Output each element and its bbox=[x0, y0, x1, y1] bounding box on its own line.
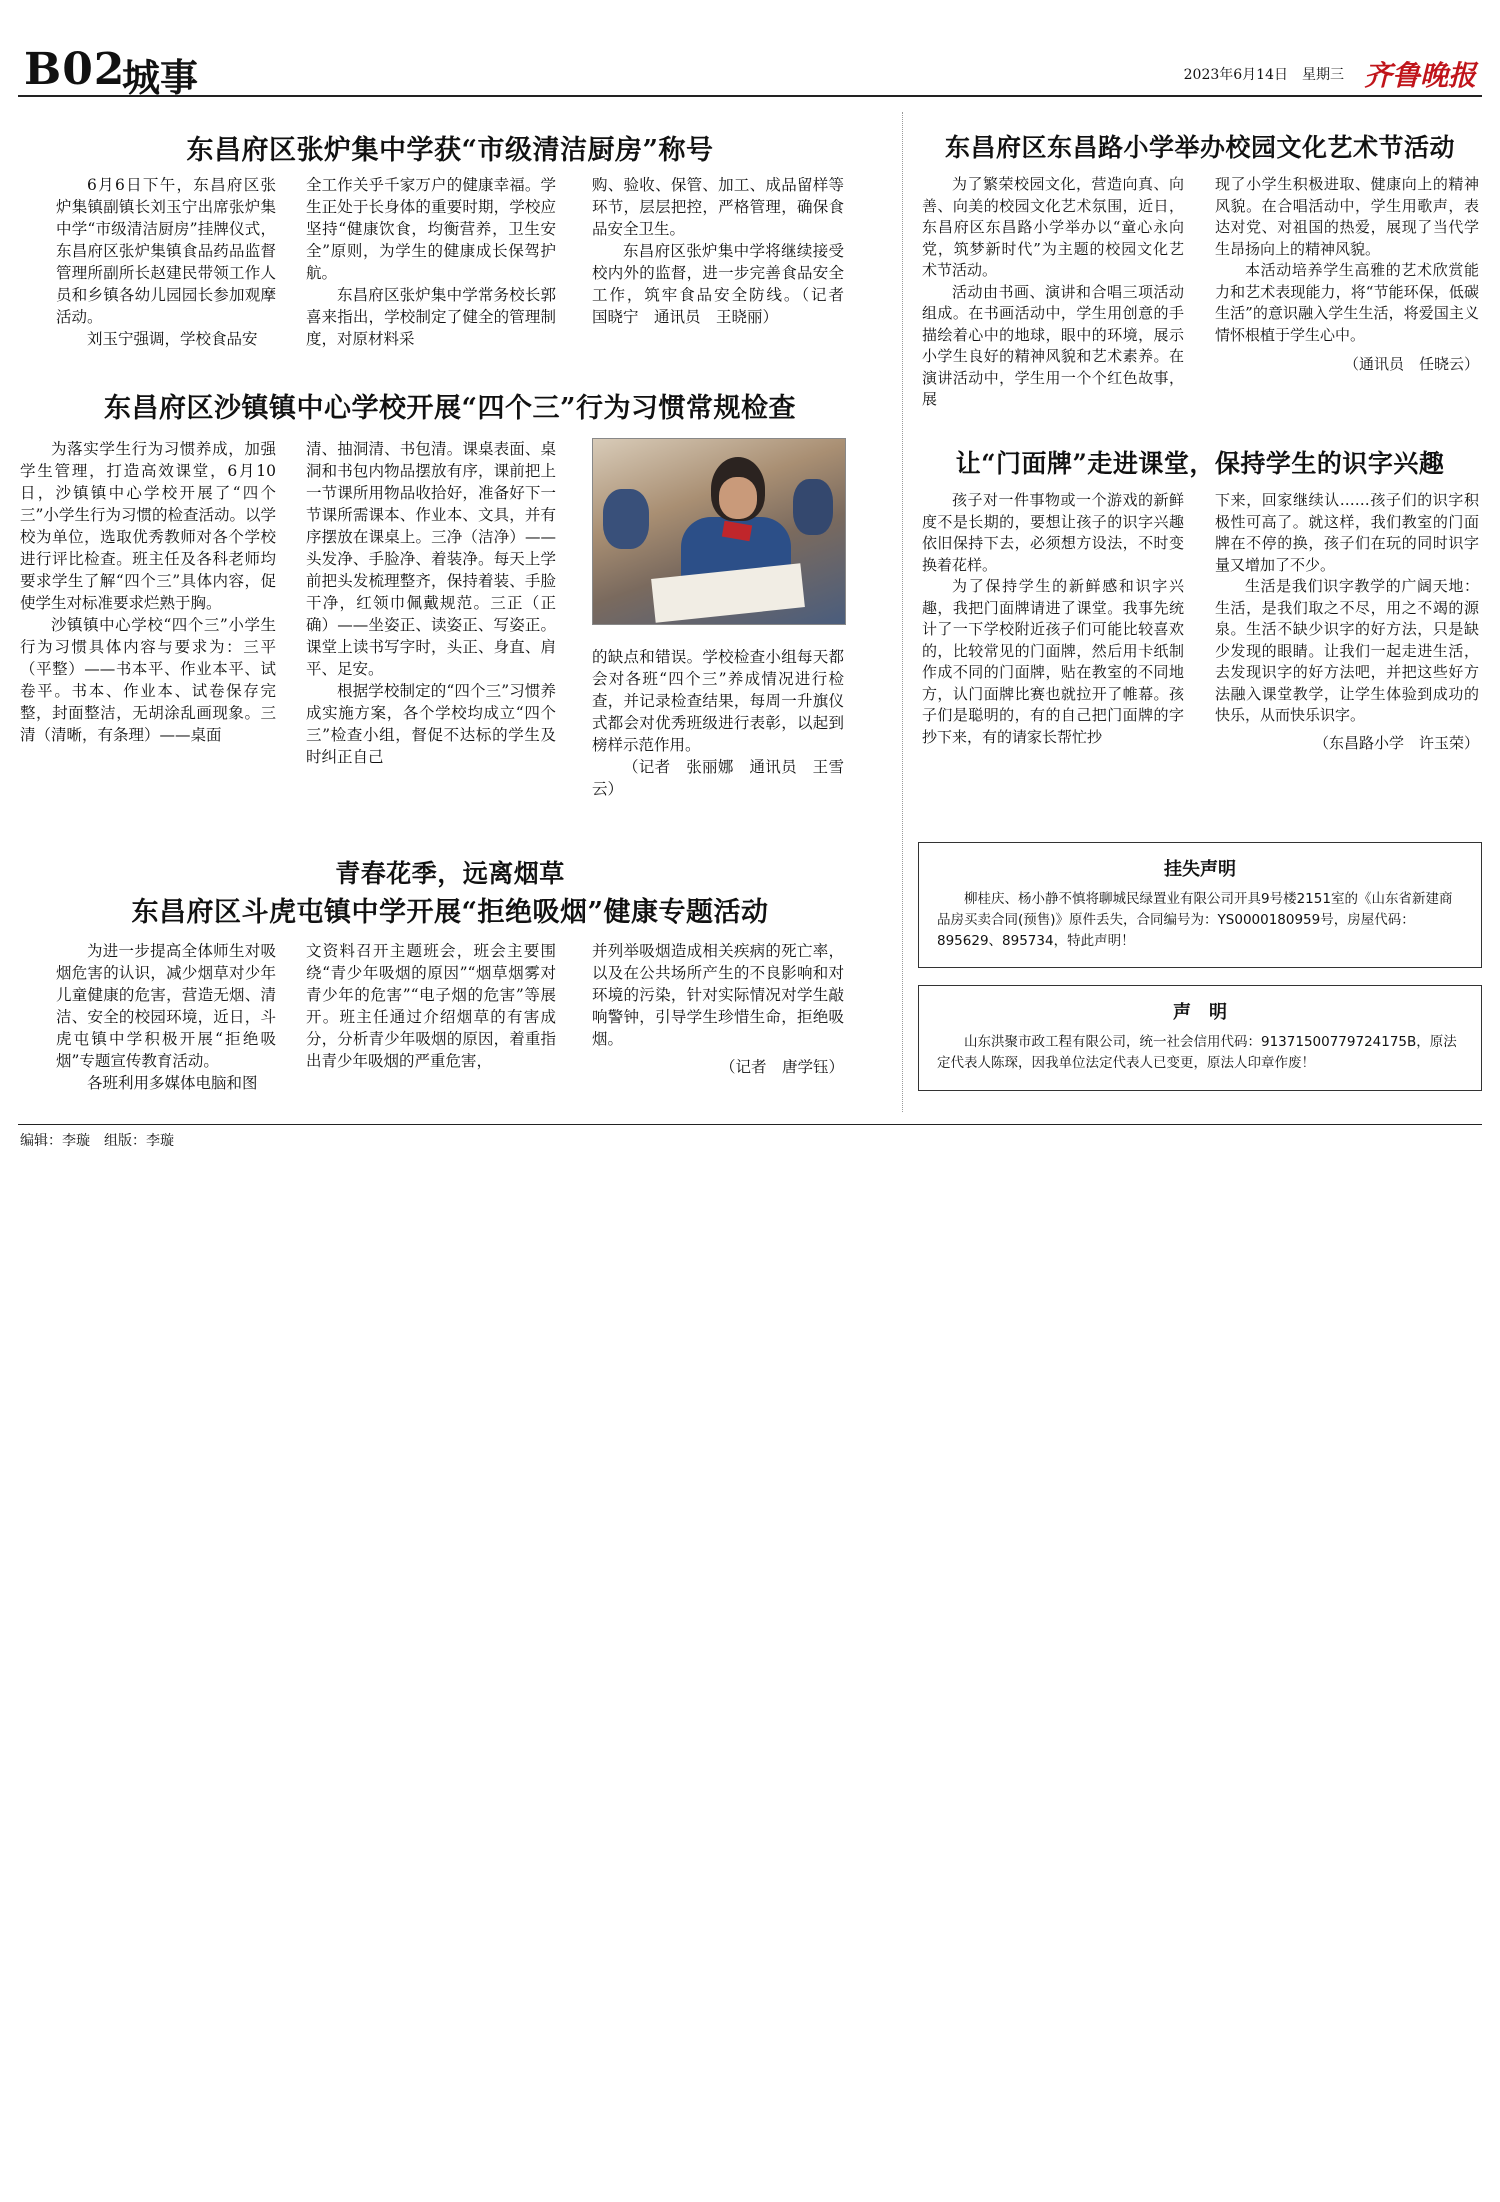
article-habits-col1 bbox=[20, 438, 276, 746]
notice-title: 声 明 bbox=[1173, 1002, 1227, 1023]
issue-weekday: 星期三 bbox=[1301, 67, 1344, 83]
paragraph: 购、验收、保管、加工、成品留样等环节，层层把控，严格管理，确保食品安全卫生。 bbox=[592, 176, 844, 238]
article-smoking-col2 bbox=[306, 940, 556, 1072]
statement-notice-box bbox=[918, 985, 1482, 1091]
article-literacy-col1 bbox=[922, 490, 1184, 748]
article-literacy-col2 bbox=[1215, 490, 1479, 754]
masthead-info bbox=[1184, 54, 1476, 94]
paragraph: 为进一步提高全体师生对吸烟危害的认识，减少烟草对少年儿童健康的危害，营造无烟、清洁、安全的校园环境，近日，斗虎屯镇中学积极开展“拒绝吸烟”专题宣传教育活动。 bbox=[56, 942, 276, 1070]
classroom-photo bbox=[592, 438, 846, 625]
paragraph: 活动由书画、演讲和合唱三项活动组成。在书画活动中，学生用创意的手描绘着心中的地球，眼中的环境，展示小学生良好的精神风貌和艺术素养。在演讲活动中，学生用一个个红色故事，展 bbox=[922, 282, 1184, 408]
article-smoking-col1 bbox=[56, 940, 276, 1094]
paragraph: 各班利用多媒体电脑和图 bbox=[87, 1074, 258, 1092]
notice-text: 山东洪聚市政工程有限公司，统一社会信用代码：91371500779724175B，原法定代表人陈琛，因我单位法定代表人已变更，原法人印章作废！ bbox=[937, 1034, 1457, 1071]
footer-rule bbox=[18, 1124, 1482, 1125]
paragraph: 孩子对一件事物或一个游戏的新鲜度不是长期的，要想让孩子的识字兴趣依旧保持下去，必须想方设法，不时变换着花样。 bbox=[922, 491, 1184, 574]
article-title-kitchen: 东昌府区张炉集中学获“市级清洁厨房”称号 bbox=[186, 135, 714, 166]
paragraph: 为了保持学生的新鲜感和识字兴趣，我把门面牌请进了课堂。我事先统计了一下学校附近孩子们可能比较喜欢的，比较常见的门面牌，然后用卡纸制作成不同的门面牌，贴在教室的不同地方，认门面牌比赛也就拉开了帷幕。孩子们是聪明的，有的自己把门面牌的字抄下来，有的请家长帮忙抄 bbox=[922, 577, 1184, 746]
paragraph: 刘玉宁强调，学校食品安 bbox=[87, 330, 258, 348]
article-habits-col2 bbox=[306, 438, 556, 768]
notice-title: 挂失声明 bbox=[1164, 859, 1236, 880]
article-kitchen-col3 bbox=[592, 174, 860, 328]
header-rule bbox=[18, 95, 1482, 97]
paragraph: 根据学校制定的“四个三”习惯养成实施方案，各个学校均成立“四个三”检查小组，督促不达标的学生及时纠正自己 bbox=[306, 682, 556, 766]
section-title: 城事 bbox=[122, 55, 199, 100]
paragraph: 生活是我们识字教学的广阔天地：生活，是我们取之不尽，用之不竭的源泉。生活不缺少识字的好方法，只是缺少发现的眼睛。让我们一起走进生活，去发现识字的好方法吧，并把这些好方法融入课堂教学，让学生体验到成功的快乐，从而快乐识字。 bbox=[1215, 577, 1479, 724]
paragraph: 并列举吸烟造成相关疾病的死亡率，以及在公共场所产生的不良影响和对环境的污染，针对实际情况对学生敲响警钟，引导学生珍惜生命，拒绝吸烟。 bbox=[592, 942, 844, 1048]
article-subtitle-smoking: 青春花季，远离烟草 bbox=[335, 859, 565, 888]
byline: （记者 唐学钰） bbox=[719, 1058, 844, 1076]
paragraph: 现了小学生积极进取、健康向上的精神风貌。在合唱活动中，学生用歌声，表达对党、对祖国的热爱，展现了当代学生昂扬向上的精神风貌。 bbox=[1215, 175, 1479, 258]
article-title-smoking: 东昌府区斗虎屯镇中学开展“拒绝吸烟”健康专题活动 bbox=[131, 897, 769, 928]
paragraph: 全工作关乎千家万户的健康幸福。学生正处于长身体的重要时期，学校应坚持“健康饮食，均衡营养，卫生安全”原则，为学生的健康成长保驾护航。 bbox=[306, 176, 556, 282]
paragraph: 清、抽洞清、书包清。课桌表面、桌洞和书包内物品摆放有序，课前把上一节课所用物品收拾好，准备好下一节课所需课本、作业本、文具，并有序摆放在课桌上。三净（洁净）——头发净、手脸净、着装净。每天上学前把头发梳理整齐，保持着装、手脸干净，红领巾佩戴规范。三正（正确）——坐姿正、读姿正、写姿正。课堂上读书写字时，头正、身直、肩平、足安。 bbox=[306, 440, 556, 678]
article-arts-col1 bbox=[922, 174, 1184, 411]
article-title-arts: 东昌府区东昌路小学举办校园文化艺术节活动 bbox=[944, 133, 1455, 162]
article-kitchen-col1 bbox=[56, 174, 276, 350]
byline: （通讯员 任晓云） bbox=[1343, 355, 1479, 373]
paragraph: 的缺点和错误。学校检查小组每天都会对各班“四个三”养成情况进行检查，并记录检查结果，每周一升旗仪式都会对优秀班级进行表彰，以起到榜样示范作用。 bbox=[592, 648, 844, 754]
paragraph: 文资料召开主题班会，班会主要围绕“青少年吸烟的原因”“烟草烟雾对青少年的危害”“电子烟的危害”等展开。班主任通过介绍烟草的有害成分，分析青少年吸烟的原因，着重指出青少年吸烟的严重危害， bbox=[306, 942, 556, 1070]
paragraph: 下来，回家继续认……孩子们的识字积极性可高了。就这样，我们教室的门面牌在不停的换，孩子们在玩的同时识字量又增加了不少。 bbox=[1215, 491, 1479, 574]
issue-date: 2023年6月14日 bbox=[1183, 67, 1288, 83]
article-title-literacy: 让“门面牌”走进课堂，保持学生的识字兴趣 bbox=[955, 449, 1445, 478]
paragraph: 本活动培养学生高雅的艺术欣赏能力和艺术表现能力，将“节能环保，低碳生活”的意识融入学生生活，将爱国主义情怀根植于学生心中。 bbox=[1215, 261, 1479, 344]
article-arts-col2 bbox=[1215, 174, 1479, 376]
editor-credit: 编辑：李璇 组版：李璇 bbox=[20, 1133, 174, 1149]
article-habits-col3 bbox=[592, 646, 844, 800]
paragraph: 为落实学生行为习惯养成，加强学生管理，打造高效课堂，6月10日，沙镇镇中心学校开展了“四个三”小学生行为习惯的检查活动。以学校为单位，选取优秀教师对各个学校进行评比检查。班主任及各科老师均要求学生了解“四个三”具体内容，促使学生对标准要求烂熟于胸。 bbox=[20, 440, 276, 612]
paragraph: 沙镇镇中心学校“四个三”小学生行为习惯具体内容与要求为：三平（平整）——书本平、作业本平、试卷平。书本、作业本、试卷保存完整，封面整洁，无胡涂乱画现象。三清（清晰，有条理）——桌面 bbox=[20, 616, 276, 744]
newspaper-logo: 齐鲁晚报 bbox=[1363, 59, 1476, 92]
paragraph: （记者 张丽娜 通讯员 王雪云） bbox=[592, 758, 844, 798]
paragraph: 6月6日下午，东昌府区张炉集镇副镇长刘玉宁出席张炉集中学“市级清洁厨房”挂牌仪式，东昌府区张炉集镇食品药品监督管理所副所长赵建民带领工作人员和乡镇各幼儿园园长参加观摩活动。 bbox=[56, 176, 276, 326]
paragraph: 东昌府区张炉集中学常务校长郭喜来指出，学校制定了健全的管理制度，对原材料采 bbox=[306, 286, 556, 348]
notice-text: 柳桂庆、杨小静不慎将聊城民绿置业有限公司开具9号楼2151室的《山东省新建商品房买卖合同(预售)》原件丢失，合同编号为：YS0000180959号，房屋代码：895629、895734，特此声明！ bbox=[937, 891, 1453, 949]
article-smoking-col3 bbox=[592, 940, 844, 1078]
lost-notice-box bbox=[918, 842, 1482, 968]
article-kitchen-col2 bbox=[306, 174, 556, 350]
column-separator bbox=[902, 112, 903, 1112]
byline: （东昌路小学 许玉荣） bbox=[1313, 733, 1479, 752]
article-title-habits: 东昌府区沙镇镇中心学校开展“四个三”行为习惯常规检查 bbox=[103, 393, 797, 424]
page-code: B02 bbox=[24, 44, 126, 95]
paragraph: 东昌府区张炉集中学将继续接受校内外的监督，进一步完善食品安全工作，筑牢食品安全防线。（记者 国晓宁 通讯员 王晓丽） bbox=[592, 242, 860, 326]
paragraph: 为了繁荣校园文化，营造向真、向善、向美的校园文化艺术氛围，近日，东昌府区东昌路小学举办以“童心永向党，筑梦新时代”为主题的校园文化艺术节活动。 bbox=[922, 175, 1184, 279]
